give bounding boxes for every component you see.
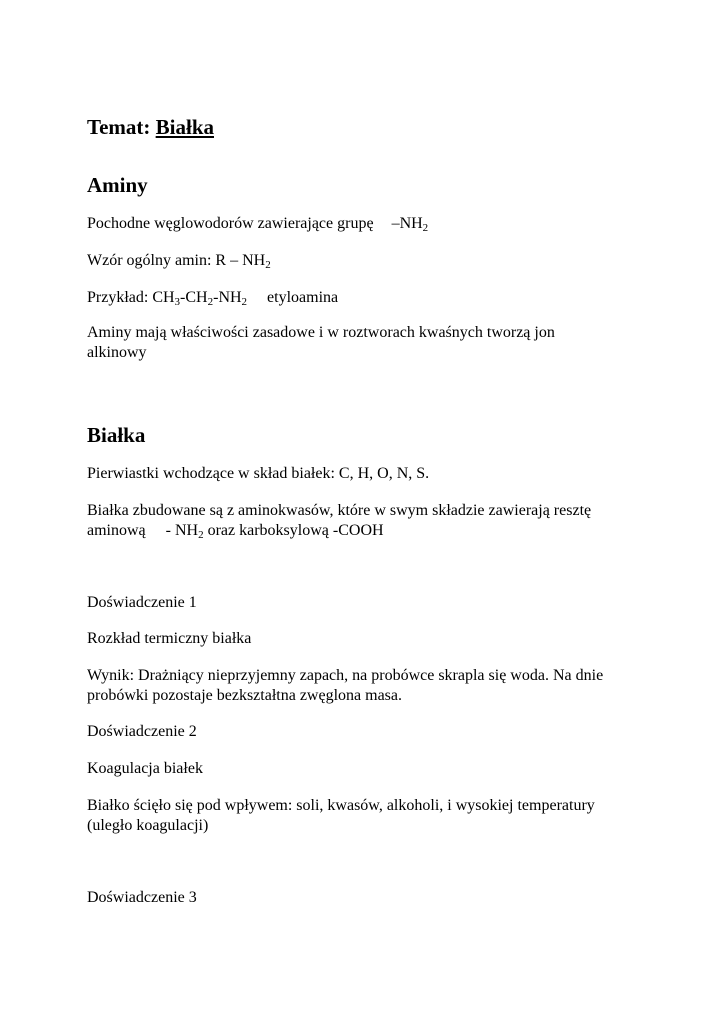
- subscript: 2: [207, 296, 214, 308]
- example-mid: -CH: [180, 289, 208, 306]
- structure-end: oraz karboksylową -COOH: [203, 522, 384, 539]
- subscript: 2: [241, 296, 248, 308]
- title-prefix: Temat:: [87, 115, 156, 139]
- aminy-example: [87, 288, 338, 308]
- example-prefix: Przykład: CH: [87, 289, 175, 306]
- exp1-title: Rozkład termiczny białka: [87, 630, 252, 647]
- bialka-elements: Pierwiastki wchodzące w skład białek: C, H, O, N, S.: [87, 465, 430, 482]
- example-name: etyloamina: [267, 289, 339, 306]
- exp2-result-line1: Białko ścięło się pod wpływem: soli, kwasów, alkoholi, i wysokiej temperatury: [87, 797, 595, 814]
- bialka-structure-line1: Białka zbudowane są z aminokwasów, które w swym składzie zawierają resztę: [87, 502, 592, 519]
- exp1-label: Doświadczenie 1: [87, 594, 197, 611]
- exp1-result-line1: Wynik: Drażniący nieprzyjemny zapach, na probówce skrapla się woda. Na dnie: [87, 667, 604, 684]
- exp1-result-line2: probówki pozostaje bezkształtna zwęglona masa.: [87, 687, 402, 704]
- aminy-definition: [87, 214, 428, 234]
- exp2-label: Doświadczenie 2: [87, 723, 197, 740]
- aminy-general-formula: [87, 251, 271, 271]
- aminy-properties-line2: alkinowy: [87, 344, 147, 361]
- subscript: 2: [265, 259, 271, 271]
- amino-group: - NH: [165, 522, 199, 539]
- aminy-definition-text: Pochodne węglowodorów zawierające grupę: [87, 215, 374, 232]
- heading-aminy: Aminy: [87, 173, 148, 197]
- subscript: 3: [174, 296, 181, 308]
- aminy-properties-line1: Aminy mają właściwości zasadowe i w roztworach kwaśnych tworzą jon: [87, 324, 555, 341]
- aminy-group-formula: –NH: [391, 215, 423, 232]
- subscript: 2: [198, 529, 204, 541]
- structure-start: aminową: [87, 522, 146, 539]
- exp3-label: Doświadczenie 3: [87, 889, 197, 906]
- subscript: 2: [422, 222, 429, 234]
- example-end: -NH: [213, 289, 242, 306]
- exp2-result-line2: (uległo koagulacji): [87, 817, 209, 834]
- bialka-structure-line2: [87, 521, 384, 541]
- general-formula-text: Wzór ogólny amin: R – NH: [87, 252, 266, 269]
- title-topic: Białka: [155, 115, 214, 139]
- page-title: [87, 114, 214, 140]
- heading-bialka: Białka: [87, 423, 146, 447]
- exp2-title: Koagulacja białek: [87, 760, 203, 777]
